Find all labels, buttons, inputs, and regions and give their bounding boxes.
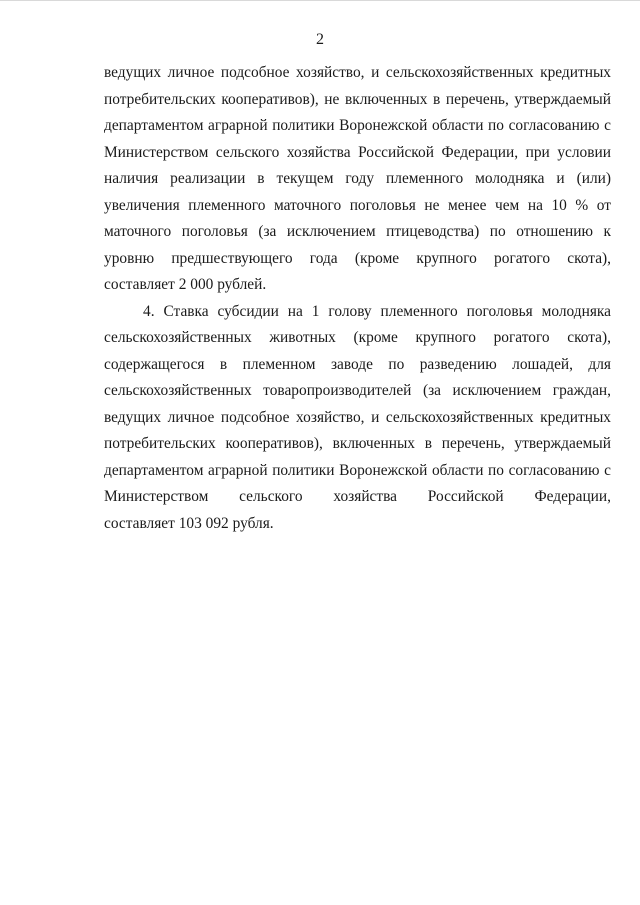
top-edge-rule [0,0,640,1]
document-body [104,60,611,537]
text-line: сельскохозяйственных товаропроизводителей (за исключением граждан, [104,382,611,399]
text-line: Министерством сельского хозяйства Российской Федерации, при условии [104,143,611,161]
text-line: потребительских кооперативов), включенных в перечень, утверждаемый [104,435,611,452]
paragraph-item-4 [104,299,611,538]
text-line: ведущих личное подсобное хозяйство, и сельскохозяйственных кредитных [104,64,611,81]
page-number: 2 [316,31,324,48]
text-line: уровню предшествующего года (кроме крупного рогатого скота), [104,249,611,267]
text-line: ведущих личное подсобное хозяйство, и сельскохозяйственных кредитных [104,408,611,426]
text-line: наличия реализации в текущем году племенного молодняка и (или) [104,170,611,187]
text-line: составляет 103 092 рубля. [104,514,274,532]
text-line: департаментом аграрной политики Воронежской области по согласованию с [104,461,611,479]
text-line: увеличения племенного маточного поголовья не менее чем на 10 % от [104,196,611,214]
text-line: Министерством сельского хозяйства Российской Федерации, [104,488,611,505]
text-line: сельскохозяйственных животных (кроме крупного рогатого скота), [104,329,611,346]
text-line: департаментом аграрной политики Воронежской области по согласованию с [104,117,611,134]
text-line: составляет 2 000 рублей. [104,276,267,293]
text-line: 4. Ставка субсидии на 1 голову племенного поголовья молодняка [143,302,611,320]
text-line: потребительских кооперативов), не включенных в перечень, утверждаемый [104,90,611,108]
paragraph-continuation [104,60,611,299]
text-line: маточного поголовья (за исключением птицеводства) по отношению к [104,223,611,240]
text-line: содержащегося в племенном заводе по разведению лошадей, для [104,355,611,373]
